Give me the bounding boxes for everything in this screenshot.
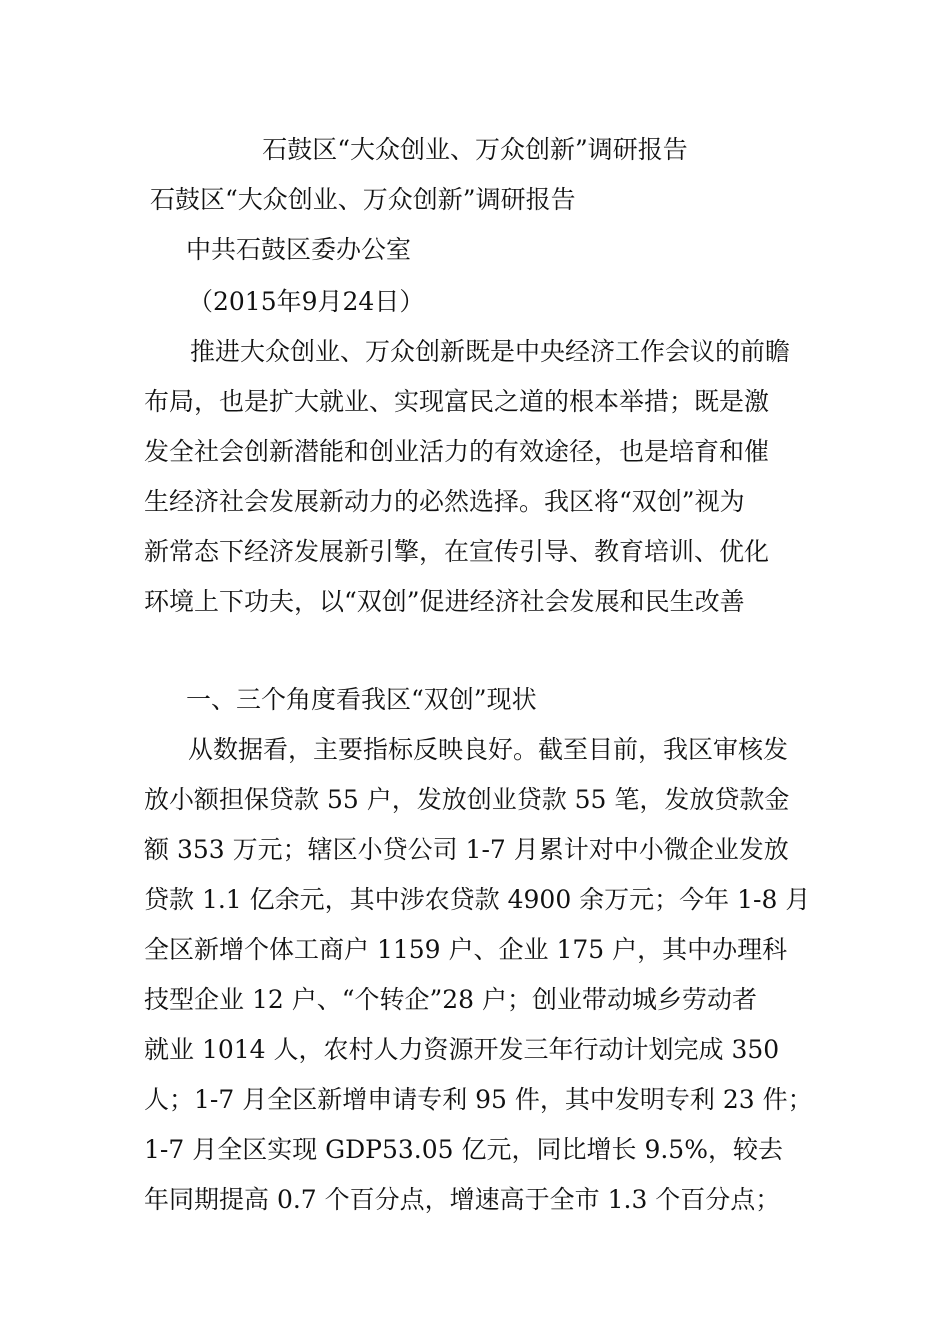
section-line: 年同期提高 0.7 个百分点，增速高于全市 1.3 个百分点； [144,1185,781,1214]
document-title: 石鼓区“大众创业、万众创新”调研报告 [262,135,688,164]
intro-line: 发全社会创新潜能和创业活力的有效途径，也是培育和催 [144,437,770,466]
section-line: 放小额担保贷款 55 户，发放创业贷款 55 笔，发放贷款金 [144,785,790,814]
section-line: 技型企业 12 户、“个转企”28 户；创业带动城乡劳动者 [144,985,758,1014]
intro-line: 布局，也是扩大就业、实现富民之道的根本举措；既是激 [144,387,770,416]
document-author: 中共石鼓区委办公室 [186,235,412,264]
section-line: 贷款 1.1 亿余元，其中涉农贷款 4900 余万元；今年 1-8 月 [144,885,811,914]
document-subtitle: 石鼓区“大众创业、万众创新”调研报告 [150,185,576,214]
intro-line: 推进大众创业、万众创新既是中央经济工作会议的前瞻 [190,337,791,366]
intro-line: 新常态下经济发展新引擎，在宣传引导、教育培训、优化 [144,537,770,566]
document-date: （2015年9月24日） [188,287,425,316]
section-line: 1-7 月全区实现 GDP53.05 亿元，同比增长 9.5%，较去 [144,1135,783,1164]
intro-line: 生经济社会发展新动力的必然选择。我区将“双创”视为 [144,487,745,516]
section-line: 额 353 万元；辖区小贷公司 1-7 月累计对中小微企业发放 [144,835,789,864]
section-line: 人；1-7 月全区新增申请专利 95 件，其中发明专利 23 件； [144,1085,813,1114]
section-line: 就业 1014 人，农村人力资源开发三年行动计划完成 350 [144,1035,780,1064]
section-line: 从数据看，主要指标反映良好。截至目前，我区审核发 [188,735,789,764]
section-line: 全区新增个体工商户 1159 户、企业 175 户，其中办理科 [144,935,788,964]
section-heading: 一、三个角度看我区“双创”现状 [186,685,537,714]
intro-line: 环境上下功夫，以“双创”促进经济社会发展和民生改善 [144,587,745,616]
